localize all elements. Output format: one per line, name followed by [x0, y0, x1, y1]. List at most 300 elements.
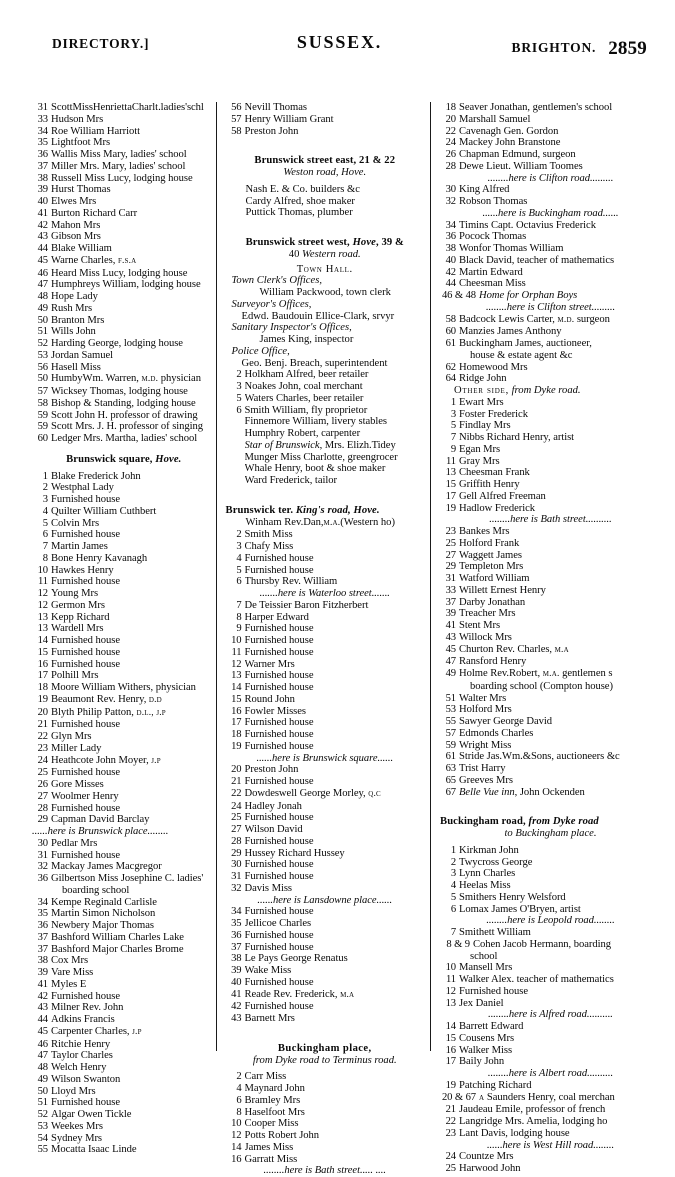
resident-house: (Western ho)	[340, 516, 396, 528]
entry-number: 14	[37, 635, 48, 646]
entry-number: 59	[37, 421, 48, 433]
entry-number: 19	[445, 502, 457, 514]
entry-text: Blake William	[51, 243, 112, 254]
list-item	[440, 149, 661, 161]
entry-number: 12	[37, 599, 48, 611]
entry-qualification: d.d	[148, 694, 162, 705]
entry-number: 4	[236, 552, 242, 564]
entry-text: Furnished house	[244, 682, 314, 693]
list-item	[226, 475, 425, 487]
entry-number: 16	[231, 1153, 242, 1165]
entry-number: 28	[37, 802, 48, 814]
entry-name: Churton Rev. Charles,	[459, 643, 555, 655]
entry-number: 17	[445, 1056, 457, 1068]
list-item	[32, 1062, 216, 1074]
entry-number: 7	[236, 599, 242, 611]
entry-number: 15	[445, 1032, 457, 1044]
entry-text: Jaudeau Emile, professor of french	[459, 1104, 606, 1116]
entry-number: 51	[37, 1097, 48, 1109]
list-item	[32, 220, 216, 232]
list-item	[440, 362, 661, 374]
list-item	[226, 126, 425, 138]
entry-number: 42	[445, 266, 457, 278]
list-item	[440, 693, 661, 705]
entry-number: 13	[37, 611, 48, 623]
entry-number: 53	[445, 704, 457, 716]
cross-street-note: ......here is Lansdowne place......	[257, 894, 393, 906]
entry-text: Scott Mrs. J. H. professor of singing	[51, 421, 204, 433]
entry-text: Myles E	[51, 978, 87, 990]
entry-number: 4	[236, 1083, 242, 1094]
entry-number: 42	[37, 990, 48, 1002]
entry-text: Furnished house	[244, 552, 314, 564]
list-item	[32, 967, 216, 979]
entry-qualification: m.d.	[141, 374, 159, 385]
entry-number: 24	[37, 754, 48, 766]
entry-text: Buckingham James, auctioneer,	[459, 338, 592, 349]
entry-number: 29	[37, 814, 48, 826]
list-item	[440, 326, 661, 338]
entry-number: 48	[37, 291, 48, 302]
entry-number: 44	[37, 243, 48, 254]
entry-text: Furnished house	[244, 906, 314, 918]
entry-text	[245, 788, 425, 801]
entry-number: 31	[445, 573, 457, 584]
entry-number: 2	[236, 369, 242, 381]
office-name: Town Clerk's Offices,	[231, 275, 322, 287]
list-item	[32, 814, 216, 826]
list-item	[440, 161, 661, 173]
running-head-county: SUSSEX.	[296, 32, 383, 52]
list-item	[440, 561, 661, 573]
entry-number: 23	[445, 526, 457, 537]
entry-text: Wonfor Thomas William	[459, 243, 564, 254]
list-item	[32, 659, 216, 671]
entry-number: 25	[445, 537, 457, 549]
list-item	[32, 541, 216, 553]
entry-text: Langridge Mrs. Amelia, lodging ho	[459, 1116, 608, 1127]
entry-text: Furnished house	[51, 990, 120, 1002]
entry-text: Furnished house	[244, 646, 314, 658]
list-item	[440, 656, 661, 668]
entry-number: 11	[446, 455, 457, 467]
entry-number: 4	[450, 880, 457, 891]
list-item	[32, 647, 216, 659]
entry-list-brunswick-terrace-c	[226, 764, 425, 894]
entry-text: Martin James	[51, 541, 108, 552]
entry-number: 17	[231, 717, 242, 729]
entry-number: 36	[37, 873, 48, 884]
entry-text: Glyn Mrs	[51, 731, 92, 742]
street-locality: Hove.	[152, 453, 182, 465]
entry-text	[459, 787, 661, 799]
entry-text: Ledger Mrs. Martha, ladies' school	[51, 433, 198, 444]
entry-number: 43	[37, 1002, 48, 1014]
entry-number: 38	[37, 955, 48, 967]
list-item	[226, 906, 425, 918]
list-item	[440, 1163, 661, 1175]
entry-text: Home for Orphan Boys	[479, 290, 578, 301]
list-item	[440, 573, 661, 585]
entry-text: Walter Mrs	[459, 692, 507, 704]
list-item	[440, 526, 661, 538]
entry-number: 7	[450, 927, 457, 938]
entry-number: 11	[37, 576, 48, 588]
entry-text: Miller Lady	[51, 742, 102, 754]
entry-number: 61	[445, 751, 457, 763]
entry-name: Blyth Philip Patton,	[51, 706, 137, 718]
entry-text	[245, 440, 425, 452]
entry-list-bkr-1	[440, 845, 661, 916]
entry-text: Furnished house	[244, 859, 314, 871]
entry-text: Maynard John	[244, 1083, 305, 1094]
entry-qualification: d.l., j.p	[136, 707, 166, 718]
entry-number: 22	[231, 787, 242, 799]
entry-number: 25	[37, 767, 48, 779]
entry-number: 24	[231, 800, 242, 812]
list-item	[440, 1104, 661, 1116]
list-item	[226, 529, 425, 541]
list-item	[32, 838, 216, 850]
list-item	[226, 463, 425, 475]
entry-text: Carr Miss	[244, 1071, 287, 1083]
entry-text: Woolmer Henry	[51, 790, 119, 802]
office-name: Sanitary Inspector's Offices,	[231, 322, 352, 334]
entry-number: 2	[450, 856, 457, 868]
list-item	[440, 278, 661, 290]
list-item	[440, 373, 661, 385]
entry-text: Potts Robert John	[244, 1130, 320, 1141]
list-item	[226, 764, 425, 776]
business-name: Star of Brunswick	[244, 439, 320, 451]
entry-occupation: gentlemen s	[559, 668, 613, 679]
entry-number: 38	[37, 172, 48, 184]
entry-text: Pedlar Mrs	[51, 837, 98, 849]
entry-list-bp-5	[440, 397, 661, 515]
list-item	[440, 986, 661, 998]
list-item	[226, 1142, 425, 1154]
entry-text: Finnemore William, livery stables	[244, 416, 387, 428]
entry-text: De Teissier Baron Fitzherbert	[244, 599, 369, 611]
list-item	[32, 184, 216, 196]
cross-street-note: ........here is Bath street..........	[489, 514, 612, 526]
entry-text: Jordan Samuel	[51, 349, 114, 361]
list-item	[32, 932, 216, 944]
entry-number: 43	[37, 231, 48, 243]
list-item	[440, 974, 661, 986]
entry-text: Waggett James	[459, 549, 522, 561]
entry-text: Haselfoot Mrs	[244, 1106, 305, 1118]
entry-number: 28	[445, 160, 457, 172]
entry-number: 59	[37, 409, 48, 421]
entry-number: 43	[445, 631, 457, 643]
entry-text	[479, 1092, 661, 1105]
entry-number: 22	[445, 1116, 457, 1127]
entry-text: Furnished house	[244, 564, 314, 576]
list-item	[226, 836, 425, 848]
other-side-label: Other side,	[454, 385, 509, 396]
entry-number: 36	[37, 149, 48, 160]
entry-number: 62	[445, 361, 457, 373]
entry-text: Willock Mrs	[459, 631, 512, 643]
entry-number: 55	[37, 1144, 48, 1156]
cross-street-note: ........here is Leopold road........	[486, 915, 615, 927]
entry-text: Timins Capt. Octavius Frederick	[459, 219, 596, 231]
list-item	[440, 479, 661, 491]
entry-number: 10	[231, 635, 242, 646]
entry-text: Milner Rev. John	[51, 1002, 124, 1014]
entry-qualification: m.a	[554, 644, 569, 655]
cross-street-note: ........here is Albert road..........	[487, 1068, 614, 1079]
list-item	[226, 553, 425, 565]
list-item	[226, 801, 425, 813]
list-item	[440, 243, 661, 255]
entry-name: Holme Rev.Robert,	[459, 668, 543, 679]
list-item	[32, 208, 216, 220]
list-item	[32, 1121, 216, 1133]
list-item	[32, 755, 216, 768]
entry-number: 29	[231, 847, 242, 859]
entry-number: 8	[236, 1106, 242, 1118]
entry-text: Moore William Withers, physician	[51, 682, 196, 693]
list-item	[440, 137, 661, 149]
list-item	[440, 196, 661, 208]
list-item	[226, 717, 425, 729]
entry-text: Cavenagh Gen. Gordon	[459, 125, 559, 137]
entry-text: Cox Mrs	[51, 955, 89, 967]
entry-number: 49	[37, 302, 48, 314]
entry-number: 34	[445, 219, 457, 231]
entry-list-bkr-5	[440, 1151, 661, 1175]
entry-number: 33	[37, 113, 48, 125]
list-item	[32, 1086, 216, 1098]
entry-text	[459, 314, 661, 327]
list-item	[226, 953, 425, 965]
entry-number: 50	[37, 373, 48, 385]
entry-number: 23	[445, 1127, 457, 1139]
entry-number: 42	[231, 1001, 242, 1013]
entry-text: Chafy Miss	[244, 541, 294, 552]
entry-number: 37	[445, 596, 457, 608]
list-item	[440, 704, 661, 716]
entry-text	[51, 373, 216, 386]
street-name: Brunswick square,	[66, 453, 153, 465]
entry-text: Furnished house	[244, 929, 314, 941]
list-item	[32, 731, 216, 743]
entry-number: 39	[445, 608, 457, 620]
list-item	[440, 290, 661, 302]
entry-list-brunswick-place-cont	[32, 102, 216, 445]
list-item	[32, 268, 216, 280]
entry-text: Marshall Samuel	[459, 113, 531, 125]
entry-number: 56	[37, 361, 48, 373]
entry-list-bp-2	[440, 184, 661, 208]
list-item	[32, 1039, 216, 1051]
entry-text: Bashford Major Charles Brome	[51, 943, 184, 955]
street-heading-brunswick-terrace	[226, 505, 425, 517]
list-item	[32, 529, 216, 541]
entry-text: Countze Mrs	[459, 1151, 514, 1163]
entry-text: Gore Misses	[51, 779, 104, 790]
entry-number: 40	[231, 976, 242, 988]
entry-text: Ewart Mrs	[459, 396, 504, 408]
entry-number: 26	[37, 779, 48, 790]
list-item	[32, 373, 216, 386]
list-item	[32, 433, 216, 445]
list-item	[440, 880, 661, 892]
list-item	[32, 1002, 216, 1014]
entry-text: Bashford William Charles Lake	[51, 931, 184, 943]
entry-text: Kempe Reginald Carlisle	[51, 896, 157, 908]
entry-text: Furnished house	[459, 985, 529, 997]
entry-list-brunswick-terrace-a	[226, 529, 425, 588]
entry-number: 11	[446, 974, 457, 985]
list-item	[32, 944, 216, 956]
list-item	[440, 644, 661, 657]
entry-number: 20	[445, 113, 457, 125]
entry-text: Jellicoe Charles	[244, 918, 312, 929]
entry-list-buckingham-place-cont	[440, 102, 661, 173]
street-heading-brunswick-street-west	[226, 237, 425, 249]
entry-text: Barnett Mrs	[244, 1013, 295, 1024]
entry-text: Ritchie Henry	[51, 1038, 111, 1050]
entry-number: 3	[236, 381, 242, 392]
entry-text: Manzies James Anthony	[459, 326, 562, 338]
entry-number: 24	[445, 1151, 457, 1163]
office-holder: Geo. Benj. Breach, superintendent	[241, 357, 388, 369]
entry-text: Waters Charles, beer retailer	[244, 392, 364, 404]
cross-street-note: ......here is Brunswick square......	[256, 752, 394, 764]
list-item	[440, 114, 661, 126]
entry-text: Furnished house	[244, 635, 314, 646]
entry-number: 3	[450, 868, 457, 880]
entry-text: Polhill Mrs	[51, 670, 99, 682]
entry-text: Nibbs Richard Henry, artist	[459, 432, 575, 443]
list-item	[32, 553, 216, 565]
entry-number: 18	[37, 682, 48, 693]
entry-number: 8	[42, 552, 48, 564]
entry-text: Furnished house	[244, 1001, 314, 1013]
entry-number: 6	[236, 576, 242, 588]
entry-number: 21	[445, 1104, 457, 1116]
entry-number: 15	[231, 693, 242, 705]
list-item	[440, 444, 661, 456]
entry-text: Hadlow Frederick	[459, 502, 535, 514]
entry-number: 5	[450, 891, 457, 903]
running-head-right	[512, 36, 647, 58]
list-item	[226, 1107, 425, 1119]
list-item	[440, 632, 661, 644]
list-item	[32, 873, 216, 885]
entry-text: Patching Richard	[459, 1079, 532, 1091]
entry-number: 9	[236, 623, 242, 635]
street-locality: King's road, Hove.	[295, 504, 380, 516]
list-item	[32, 386, 216, 398]
entry-text: Elwes Mrs	[51, 196, 97, 207]
list-item	[440, 538, 661, 550]
entry-text: Stride Jas.Wm.&Sons, auctioneers &c	[459, 751, 620, 763]
list-item	[440, 1056, 661, 1068]
entry-number: 5	[42, 517, 48, 529]
entry-text	[459, 644, 661, 657]
entry-list-bp-6	[440, 526, 661, 798]
column-3	[430, 102, 661, 1174]
running-head	[32, 32, 647, 70]
entry-text: Furnished house	[51, 767, 120, 779]
entry-qualification: m.d.	[557, 314, 575, 325]
entry-text: Bramley Mrs	[244, 1094, 301, 1106]
list-item	[32, 161, 216, 173]
entry-qualification: m.a	[340, 989, 355, 1000]
street-locality: Hove	[352, 237, 376, 248]
list-item	[32, 743, 216, 755]
list-item	[226, 1071, 425, 1083]
list-item	[32, 1097, 216, 1109]
entry-text: Hadley Jonah	[244, 800, 302, 812]
entry-name: Carpenter Charles,	[51, 1025, 133, 1037]
entry-suffix: a	[479, 1092, 485, 1103]
entry-text	[459, 668, 661, 681]
list-item	[226, 729, 425, 741]
entry-text: Smithett William	[459, 927, 531, 938]
list-item	[440, 1033, 661, 1045]
entry-number: 22	[445, 125, 457, 137]
entry-text: Furnished house	[51, 849, 120, 861]
list-item	[440, 740, 661, 752]
entry-text: Greeves Mrs	[459, 774, 513, 786]
entry-number: 31	[231, 871, 242, 882]
entry-number: 28	[231, 835, 242, 847]
entry-text: Preston John	[244, 764, 299, 776]
entry-text: Sawyer George David	[459, 716, 553, 727]
street-road: Western road.	[302, 248, 361, 260]
entry-number: 46 & 48	[441, 290, 477, 301]
town-hall-title: Town Hall.	[296, 263, 353, 275]
list-item	[226, 706, 425, 718]
entry-text: Cohen Jacob Hermann, boarding	[473, 938, 612, 950]
list-item	[32, 291, 216, 303]
list-item	[226, 1130, 425, 1142]
entry-text: Furnished house	[244, 871, 314, 882]
entry-text: Furnished house	[51, 1097, 120, 1109]
list-item	[226, 670, 425, 682]
entry-text: Young Mrs	[51, 588, 99, 599]
street-numbers: , 39 &	[375, 237, 404, 248]
list-item	[32, 779, 216, 791]
entry-number: 67	[445, 786, 457, 798]
entry-number: 12	[445, 985, 457, 997]
entry-number: 19	[37, 693, 48, 705]
entry-list-brunswick-terrace-b	[226, 600, 425, 753]
entry-text: Algar Owen Tickle	[51, 1109, 132, 1120]
entry-name: Reade Rev. Frederick,	[244, 988, 341, 1000]
street-number: 40	[288, 248, 303, 260]
entry-text: Furnished house	[51, 719, 120, 731]
list-item	[32, 518, 216, 530]
column-1	[32, 102, 216, 1156]
list-item	[440, 751, 661, 763]
entry-number: 57	[445, 727, 457, 739]
entry-number: 20	[231, 764, 242, 776]
entry-text: Egan Mrs	[459, 443, 501, 455]
list-item	[32, 196, 216, 208]
entry-occupation: physician	[158, 373, 201, 385]
entry-text: Wilson Swanton	[51, 1073, 121, 1085]
entry-name: Saunders Henry, coal merchan	[484, 1091, 615, 1103]
entry-qualification: q.c	[368, 788, 381, 799]
list-item	[32, 173, 216, 185]
street-subheading-brunswick-street-west	[226, 249, 425, 261]
